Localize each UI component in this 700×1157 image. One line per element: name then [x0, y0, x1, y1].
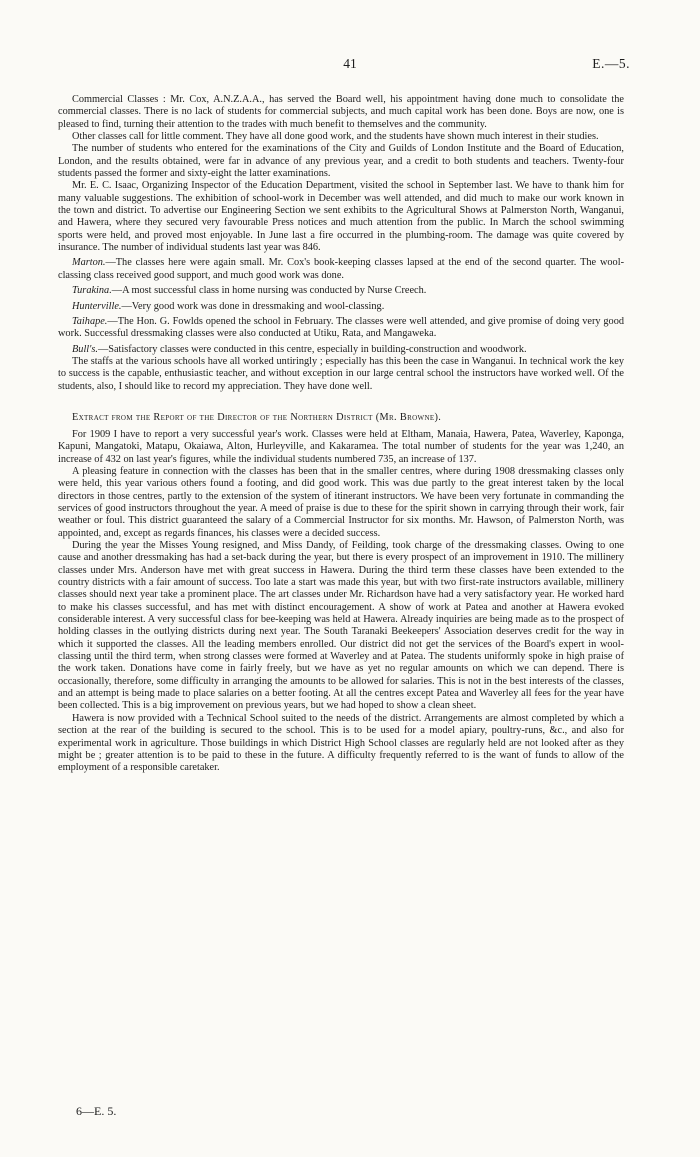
place-name: Taihape.	[72, 315, 108, 327]
place-name: Hunterville.	[72, 300, 122, 312]
place-name: Turakina.	[72, 285, 112, 297]
paragraph-staff-appreciation: The staffs at the various schools have all worked untiringly ; especially has this been the case in Wanganui. In technical work the key to success is the capable, enthusiastic teacher, and without exception in our large central school the instructors have worked well. Of the students, also, I should like to record my appreciation. They have done well.	[58, 355, 624, 392]
place-text: —Satisfactory classes were conducted in this centre, especially in building-construction and woodwork.	[97, 343, 527, 355]
place-text: —Very good work was done in dressmaking and wool-classing.	[121, 300, 385, 312]
paragraph-other-classes: Other classes call for little comment. They have all done good work, and the students have shown much interest in their studies.	[72, 131, 599, 143]
paragraph-marton	[58, 257, 624, 282]
paragraph-northern-summary: For 1909 I have to report a very successful year's work. Classes were held at Eltham, Manaia, Hawera, Patea, Waverley, Kaponga, Kapuni, Mangatoki, Matapu, Okaiawa, Alton, Hurleyville, and Kakaramea. The total number of students for the year was 1,240, an increase of 432 on last year's figures, while the individual students numbered 735, an increase of 137.	[58, 428, 624, 465]
paragraph-commercial-classes: Commercial Classes : Mr. Cox, A.N.Z.A.A., has served the Board well, his appointment having done much to consolidate the commercial classes. There is no lack of students for commercial subjects, and much capital work has been done. Boys are now, one is pleased to find, turning their attention to the trades with much benefit to themselves and the community.	[58, 94, 624, 130]
document-body	[58, 94, 624, 775]
place-name: Bull's.	[72, 343, 98, 355]
section-heading-northern-district: Extract from the Report of the Director of the Northern District (Mr. Browne).	[72, 411, 442, 423]
place-text: —The classes here were again small. Mr. Cox's book-keeping classes lapsed at the end of the second quarter. The wool-classing class received good support, and much good work was done.	[58, 257, 624, 281]
paragraph-inspector-visit: Mr. E. C. Isaac, Organizing Inspector of the Education Department, visited the school in September last. We have to thank him for many valuable suggestions. The exhibition of school-work in December was well attended, and did much to make our work known in the town and district. To advertise our Engineering Section we sent exhibits to the Agricultural Shows at Palmerston North, Wanganui, and Hawera, where they secured very favourable Press notices and much attention from the public. In March the school swimming sports were held, and proved most enjoyable. In June last a fire occurred in the plumbing-room. The damage was quite covered by insurance. The number of individual students last year was 846.	[58, 180, 624, 254]
paragraph-bulls	[58, 344, 624, 356]
paragraph-dressmaking-millinery: During the year the Misses Young resigned, and Miss Dandy, of Feilding, took charge of the dressmaking classes. Owing to one cause and another dressmaking has had a set-back during the year, but there is every prospect of an improvement in 1910. The millinery classes under Mrs. Anderson have met with great success in Hawera. During the third term these classes have been extended to the country districts with a fair amount of success. Too late a start was made this year, but with two first-rate instructors available, millinery classes should next year take a prominent place. The art classes under Mr. Richardson have had a very satisfactory year. He worked hard to make his classes successful, and has met with distinct encouragement. A show of work at Patea and another at Hawera evoked considerable interest. A very successful class for bee-keeping was held at Hawera. Already inquiries are being made as to the prospect of holding classes in the outlying districts during next year. The South Taranaki Beekeepers' Association deserves credit for the way in which it supported the classes. All the leading members enrolled. Our district did not get the services of the Board's expert in wool-classing until the third term, when strong classes were formed at Waverley and at Patea. The students uniformly spoke in high praise of the work taken. Donations have come in fairly freely, but we have as yet no regular amounts on which we can depend. There is occasionally, therefore, some difficulty in arranging the amounts to be allowed for salaries. This is not in the best interests of the classes, and an attempt is being made to place salaries on a better footing. At all the centres except Patea and Waverley all fees for the year have been collected. This is a big improvement on previous years, but we had hoped to show a clean sheet.	[58, 540, 624, 712]
paragraph-turakina	[58, 285, 624, 297]
paragraph-hawera-technical-school: Hawera is now provided with a Technical School suited to the needs of the district. Arrangements are almost completed by which a section at the rear of the building is secured to the school. This is to be used for a model apiary, poultry-runs, &c., and also for experimental work in agriculture. Those buildings in which District High School classes are regularly held are not looked after as they might be ; greater attention is to be paid to these in the future. A difficulty frequently referred to is the want of funds to allow of the employment of a responsible caretaker.	[58, 712, 624, 774]
place-name: Marton.	[72, 257, 106, 269]
paragraph-taihape	[58, 316, 624, 341]
paragraph-hunterville	[58, 301, 624, 313]
place-text: —The Hon. G. Fowlds opened the school in February. The classes were well attended, and give promise of doing very good work. Successful dressmaking classes were also conducted at Utiku, Rata, and Mangaweka.	[58, 315, 624, 340]
footer-signature: 6—E. 5.	[76, 1104, 117, 1118]
paragraph-pleasing-feature: A pleasing feature in connection with the classes has been that in the smaller centres, where during 1908 dressmaking classes only were held, this year various others found a footing, and did good work. This was due partly to the great interest taken by the local directors in those centres, partly to the extension of the system of itinerant instructors. We have been very fortunate in commanding the services of good instructors throughout the year. A meed of praise is due to these for the spirit shown in carrying through their work, fair weather or foul. This district guaranteed the salary of a Commercial Instructor for six months. Mr. Hawson, of Palmerston North, was appointed, and, except as regards finances, his classes were a decided success.	[58, 465, 624, 539]
place-text: —A most successful class in home nursing was conducted by Nurse Creech.	[111, 285, 427, 297]
document-series-reference: E.—5.	[592, 56, 630, 71]
paragraph-examinations: The number of students who entered for the examinations of the City and Guilds of London Institute and the Board of Education, London, and the results obtained, were far in advance of any previous year, and a credit to both students and teachers. Twenty-four students passed the former and sixty-eight the latter examinations.	[58, 143, 624, 180]
page-number: 41	[343, 56, 357, 71]
